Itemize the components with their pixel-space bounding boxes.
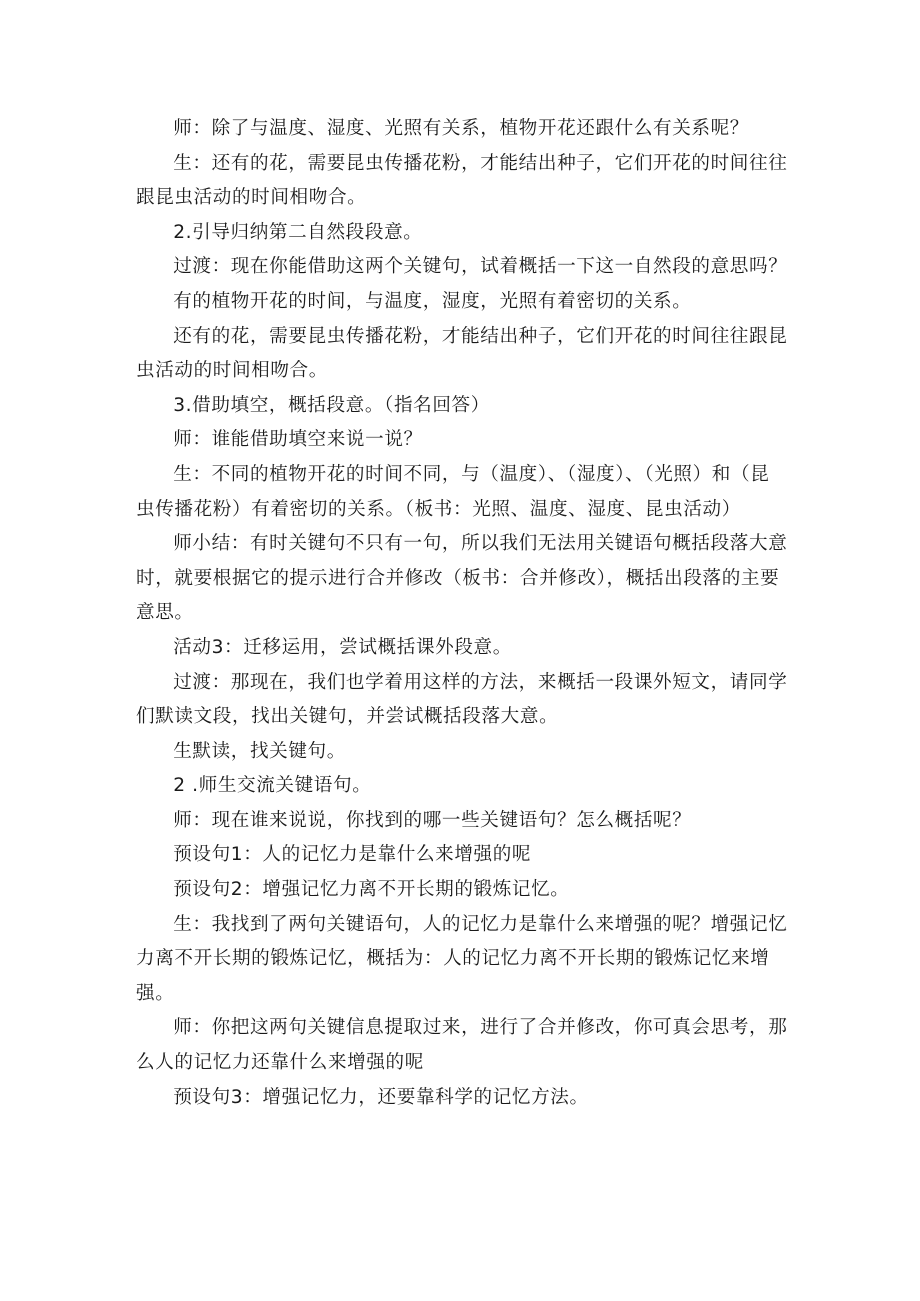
document-page <box>136 112 788 1115</box>
paragraph-silent-reading: 生默读，找关键句。 <box>173 740 346 762</box>
paragraph-preset-3: 预设句3：增强记忆力，还要靠科学的记忆方法。 <box>173 1086 589 1108</box>
paragraph-transition: 过渡：现在你能借助这两个关键句，试着概括一下这一自然段的意思吗？ <box>173 256 788 278</box>
paragraph-student-summary: 生：我找到了两句关键语句，人的记忆力是靠什么来增强的呢？增强记忆力离不开长期的锻炼记忆，概括为：人的记忆力离不开长期的锻炼记忆来增强。 <box>136 913 788 1004</box>
paragraph-teacher-ask: 师：现在谁来说说，你找到的哪一些关键语句？怎么概括呢？ <box>173 809 692 831</box>
paragraph-teacher-summary: 师小结：有时关键句不只有一句，所以我们无法用关键语句概括段落大意时，就要根据它的提示进行合并修改（板书：合并修改），概括出段落的主要意思。 <box>136 533 788 624</box>
paragraph-key-sentence-1: 有的植物开花的时间，与温度，湿度，光照有着密切的关系。 <box>173 290 692 312</box>
paragraph-step-3: 3.借助填空，概括段意。（指名回答） <box>173 394 490 416</box>
paragraph-preset-1: 预设句1：人的记忆力是靠什么来增强的呢 <box>173 844 532 866</box>
paragraph-teacher-praise: 师：你把这两句关键信息提取过来，进行了合并修改，你可真会思考，那么人的记忆力还靠什么来增强的呢 <box>136 1017 788 1074</box>
paragraph-teacher-fill-blank: 师：谁能借助填空来说一说？ <box>173 429 423 451</box>
paragraph-teacher-question: 师：除了与温度、湿度、光照有关系，植物开花还跟什么有关系呢？ <box>173 118 750 139</box>
paragraph-preset-2: 预设句2：增强记忆力离不开长期的锻炼记忆。 <box>173 879 570 901</box>
paragraph-key-sentence-2: 还有的花，需要昆虫传播花粉，才能结出种子，它们开花的时间往往跟昆虫活动的时间相吻合。 <box>136 325 788 382</box>
paragraph-transition-2: 过渡：那现在，我们也学着用这样的方法，来概括一段课外短文，请同学们默读文段，找出关键句，并尝试概括段落大意。 <box>136 671 788 728</box>
paragraph-step-2b: 2 .师生交流关键语句。 <box>173 775 372 797</box>
paragraph-activity-3: 活动3：迁移运用，尝试概括课外段意。 <box>173 636 512 658</box>
paragraph-step-2: 2.引导归纳第二自然段段意。 <box>173 221 423 243</box>
paragraph-student-answer-insects: 生：还有的花，需要昆虫传播花粉，才能结出种子，它们开花的时间往往跟昆虫活动的时间相吻合。 <box>136 152 788 209</box>
paragraph-student-fill-blank: 生：不同的植物开花的时间不同，与（温度）、（湿度）、（光照）和（昆虫传播花粉）有着密切的关系。（板书：光照、温度、湿度、昆虫活动） <box>136 463 770 520</box>
